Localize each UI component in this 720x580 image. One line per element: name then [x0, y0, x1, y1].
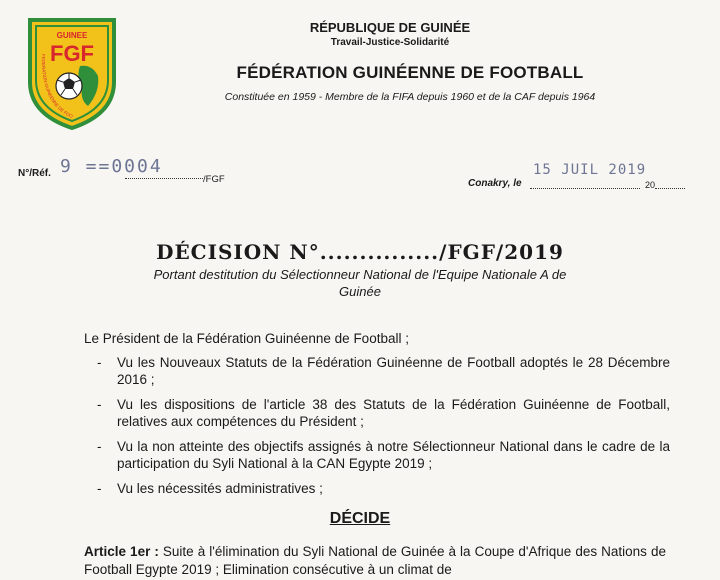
- list-item: - Vu les dispositions de l'article 38 des Statuts de la Fédération Guinéenne de Football, relatives aux compétences du Président ;: [94, 396, 670, 430]
- logo-letters: FGF: [50, 41, 94, 66]
- constitution-line: Constituée en 1959 - Membre de la FIFA depuis 1960 et de la CAF depuis 1964: [224, 91, 596, 103]
- place-label: Conakry, le: [468, 178, 522, 189]
- reference-dotted-line: [125, 178, 203, 179]
- decision-subtitle: Portant destitution du Sélectionneur National de l'Equipe Nationale A de Guinée: [153, 267, 567, 299]
- considerants-list: [94, 354, 670, 505]
- intro-line: Le Président de la Fédération Guinéenne de Football ;: [84, 331, 409, 346]
- reference-label: N°/Réf.: [18, 168, 51, 179]
- article-text: Suite à l'élimination du Syli National de Guinée à la Coupe d'Afrique des Nations de Football Egypte 2019 ; Elimination consécutive à un climat de: [84, 544, 666, 577]
- logo-ring-text: FEDERATION GUINEENNE DE FOO: [40, 54, 74, 119]
- year-prefix: 20: [645, 180, 656, 190]
- date-dotted-line: [530, 188, 640, 189]
- reference-suffix: /FGF: [203, 174, 225, 185]
- logo-word: GUINEE: [56, 31, 88, 40]
- list-item: - Vu les Nouveaux Statuts de la Fédération Guinéenne de Football adoptés le 28 Décembre 2016 ;: [94, 354, 670, 388]
- list-item: - Vu la non atteinte des objectifs assignés à notre Sélectionneur National dans le cadre de la participation du Syli National à la CAN Egypte 2019 ;: [94, 438, 670, 472]
- decide-heading: DÉCIDE: [329, 510, 391, 527]
- article-1: [84, 543, 666, 579]
- date-stamp: 15 JUIL 2019: [533, 162, 647, 178]
- list-item: - Vu les nécessités administratives ;: [94, 480, 670, 497]
- fgf-logo: [22, 14, 122, 132]
- federation-name: FÉDÉRATION GUINÉENNE DE FOOTBALL: [236, 63, 584, 82]
- decision-title: DÉCISION N°.............../FGF/2019: [156, 240, 564, 264]
- reference-stamp: 9 ==0004: [60, 156, 163, 177]
- republic-heading: RÉPUBLIQUE DE GUINÉE: [309, 20, 471, 35]
- national-motto: Travail-Justice-Solidarité: [330, 37, 450, 48]
- article-label: Article 1er :: [84, 544, 159, 559]
- year-dotted-line: [655, 188, 685, 189]
